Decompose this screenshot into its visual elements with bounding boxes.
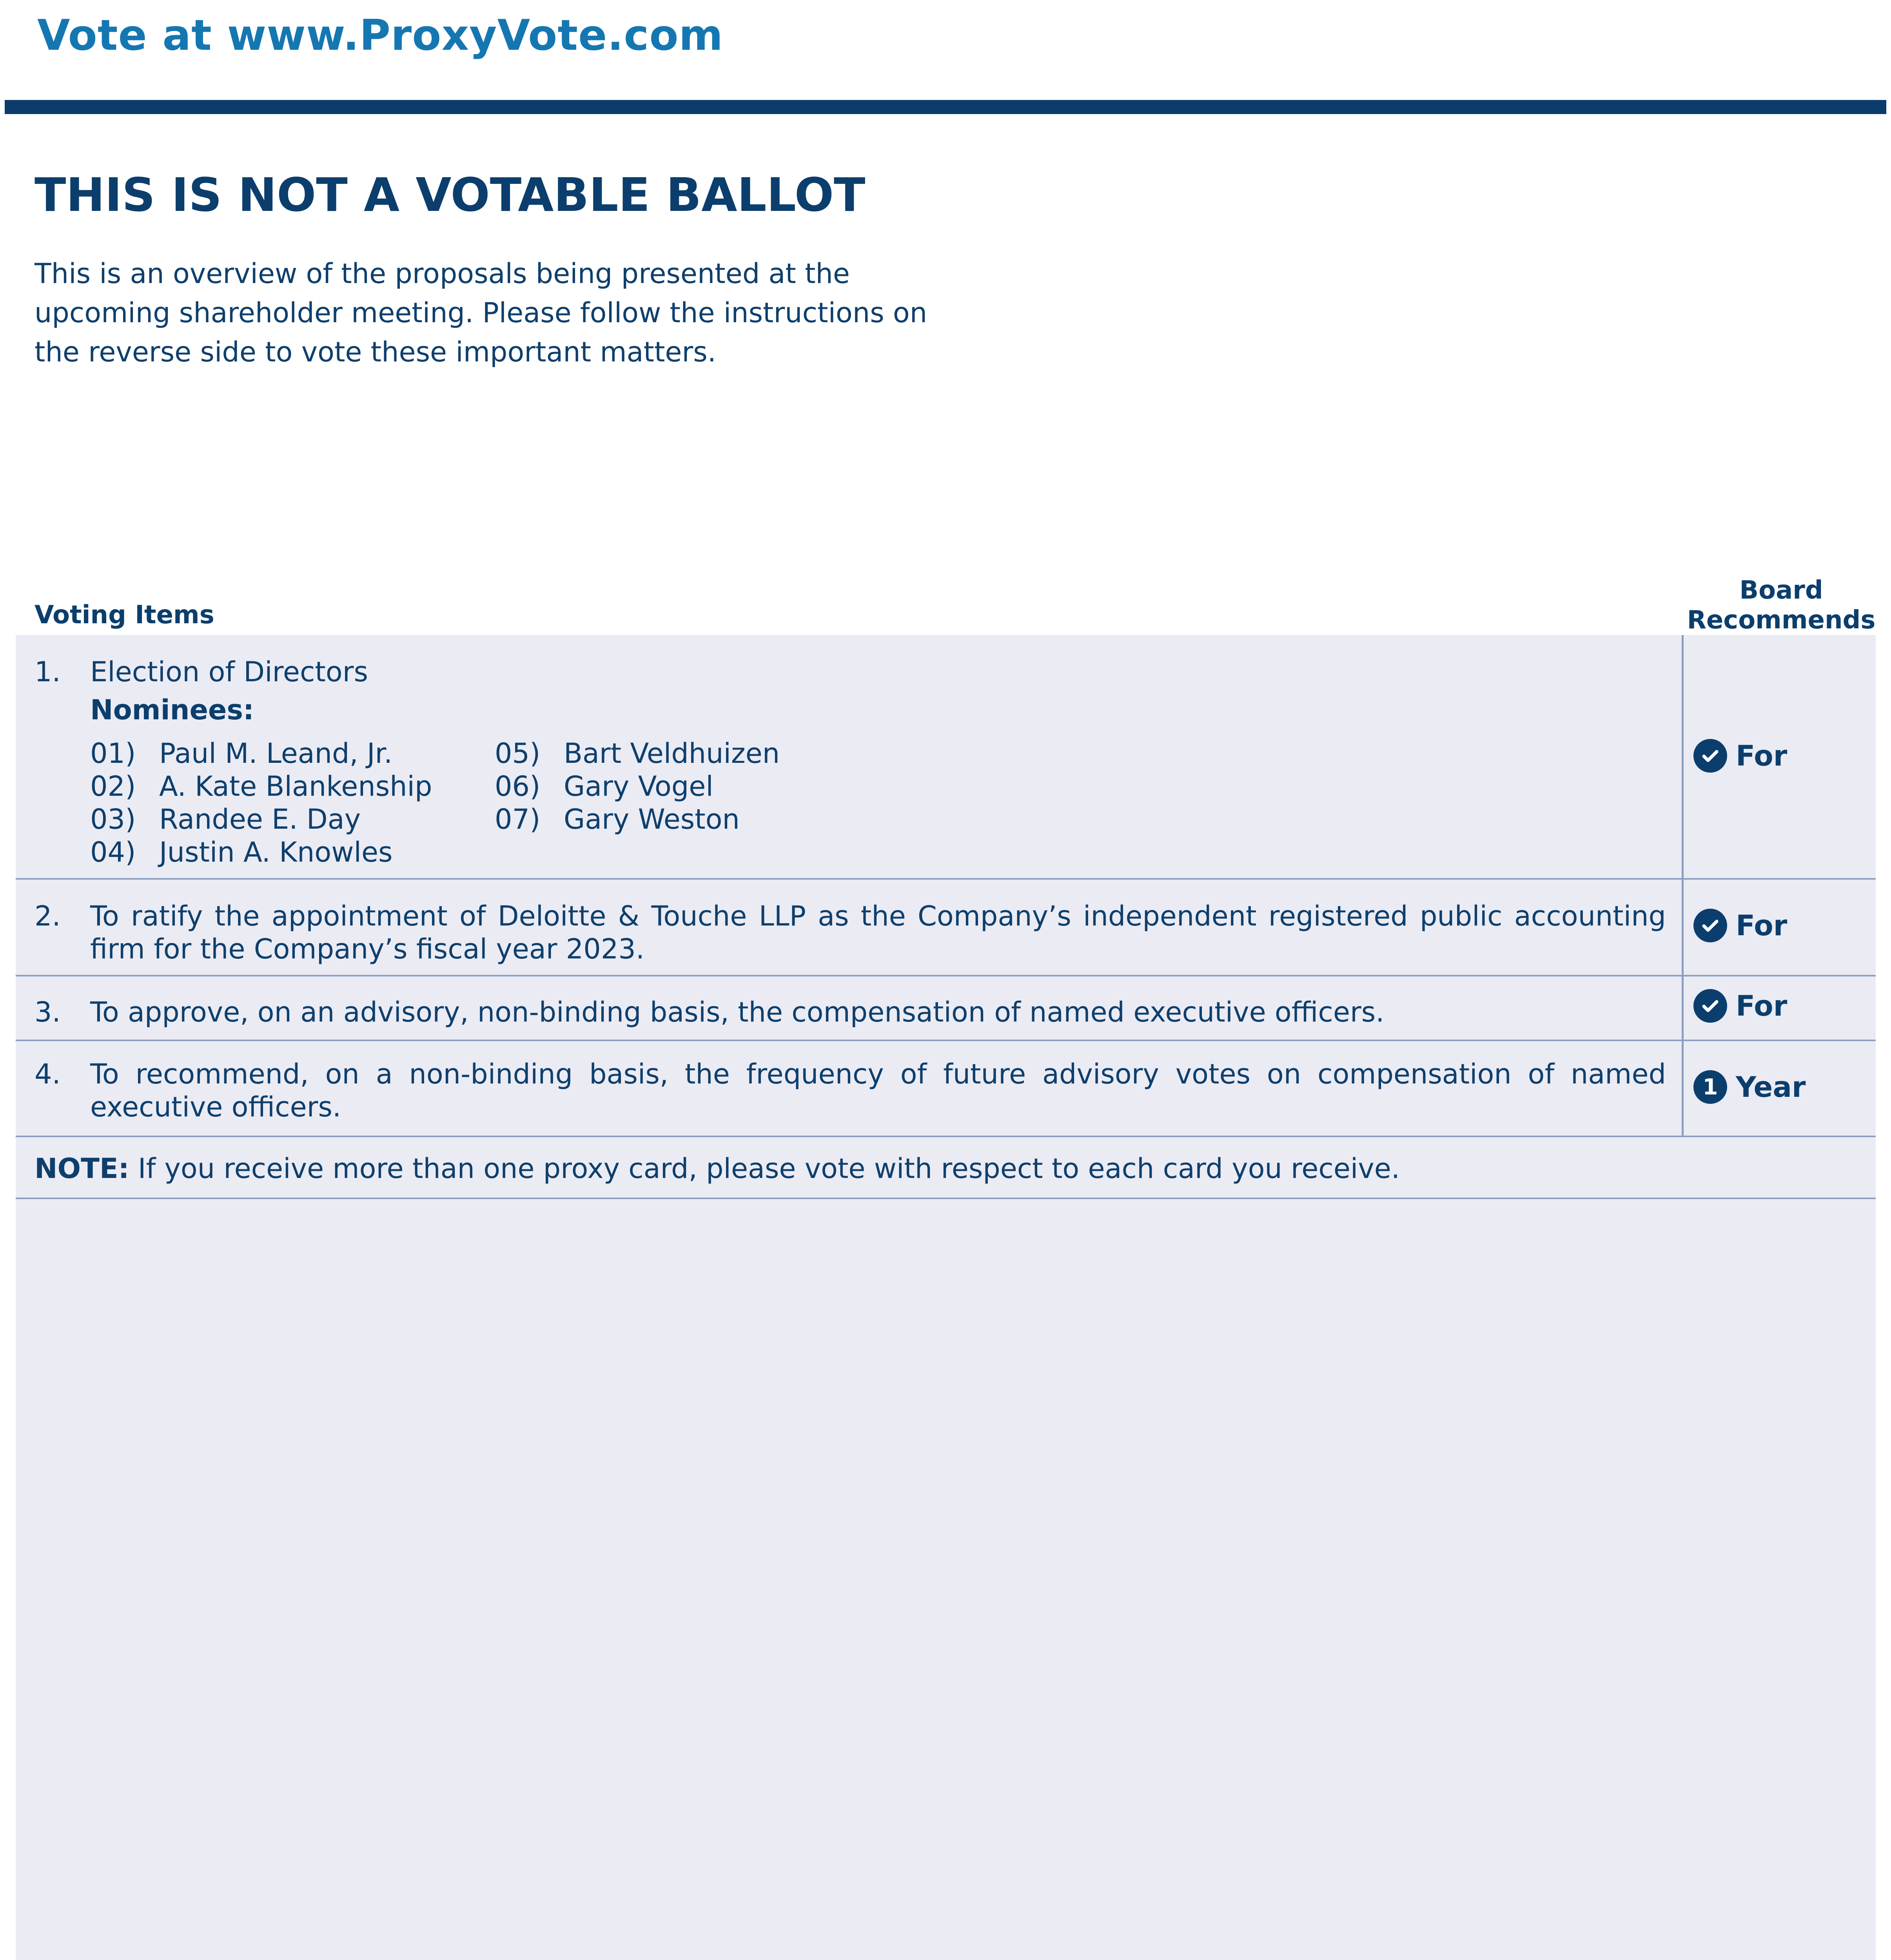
nominee — [90, 803, 432, 836]
nominee-code: 01) — [90, 737, 136, 769]
nominee-name: Justin A. Knowles — [159, 836, 393, 868]
item-number: 1. — [34, 656, 61, 688]
item-text: To approve, on an advisory, non-binding basis, the compensation of named executive officers. — [90, 996, 1385, 1028]
nominees-label: Nominees: — [90, 694, 254, 726]
recommendation-label: Year — [1736, 1071, 1806, 1103]
nominee-name: Randee E. Day — [159, 803, 361, 835]
check-circle-icon — [1693, 909, 1727, 942]
item-text: To ratify the appointment of Deloitte & Touche LLP as the Company’s independent registered public accounting firm for the Company’s fiscal year 2023. — [90, 900, 1666, 965]
recommendation-label: For — [1736, 739, 1788, 772]
nominee-name: A. Kate Blankenship — [159, 770, 432, 802]
nominee — [495, 737, 780, 770]
site-title: Vote at www.ProxyVote.com — [37, 11, 724, 60]
voting-item-2 — [34, 900, 1666, 966]
nominee-name: Bart Veldhuizen — [564, 737, 780, 769]
recommendation-item-1 — [1693, 739, 1787, 773]
nominee-name: Gary Weston — [564, 803, 740, 835]
nominee-code: 02) — [90, 770, 136, 802]
nominee-code: 05) — [495, 737, 541, 769]
number-one-circle-icon: 1 — [1693, 1070, 1727, 1104]
check-circle-icon — [1693, 989, 1727, 1023]
board-recommends-header — [1679, 575, 1883, 635]
page-title: THIS IS NOT A VOTABLE BALLOT — [34, 168, 866, 222]
nominee — [90, 737, 432, 770]
nominee — [90, 770, 432, 803]
nominee — [495, 770, 780, 803]
board-header-line2: Recommends — [1687, 606, 1876, 635]
recommendation-item-3 — [1693, 989, 1787, 1023]
board-header-line1: Board — [1739, 576, 1823, 605]
item-text: To recommend, on a non-binding basis, the frequency of future advisory votes on compensation of named executive officers. — [90, 1058, 1666, 1123]
item-number: 2. — [34, 900, 61, 932]
nominee-code: 07) — [495, 803, 541, 835]
recommendation-label: For — [1736, 989, 1788, 1022]
note-divider — [16, 1198, 1876, 1199]
voting-item-3 — [34, 996, 1661, 1031]
voting-item-4 — [34, 1058, 1666, 1124]
nominee-code: 03) — [90, 803, 136, 835]
recommendation-item-2 — [1693, 909, 1787, 942]
row-divider — [16, 878, 1876, 880]
header-rule — [5, 100, 1886, 114]
nominee — [90, 836, 432, 869]
nominee-name: Gary Vogel — [564, 770, 713, 802]
nominees-column-left — [90, 737, 432, 869]
note — [34, 1152, 1400, 1185]
nominee-name: Paul M. Leand, Jr. — [159, 737, 393, 769]
nominee-code: 06) — [495, 770, 541, 802]
nominee — [495, 803, 780, 836]
intro-paragraph: This is an overview of the proposals being presented at the upcoming shareholder meeting. Please follow the instructions on the reverse side to vote these important matters. — [34, 258, 927, 368]
voting-item-1 — [34, 655, 1661, 691]
recommendation-item-4 — [1693, 1070, 1806, 1104]
recommendation-label: For — [1736, 909, 1788, 942]
item-number: 4. — [34, 1058, 61, 1090]
item-number: 3. — [34, 996, 61, 1028]
nominee-code: 04) — [90, 836, 136, 868]
voting-items-header: Voting Items — [34, 601, 214, 630]
row-divider — [16, 1040, 1876, 1041]
recommendation-column-divider — [1682, 635, 1684, 1137]
note-text: If you receive more than one proxy card, please vote with respect to each card you receive. — [138, 1152, 1400, 1185]
row-divider — [16, 975, 1876, 976]
note-label: NOTE: — [34, 1152, 129, 1185]
row-divider — [16, 1136, 1876, 1137]
check-circle-icon — [1693, 739, 1727, 773]
nominees-column-right — [495, 737, 780, 836]
item-text: Election of Directors — [90, 656, 368, 688]
